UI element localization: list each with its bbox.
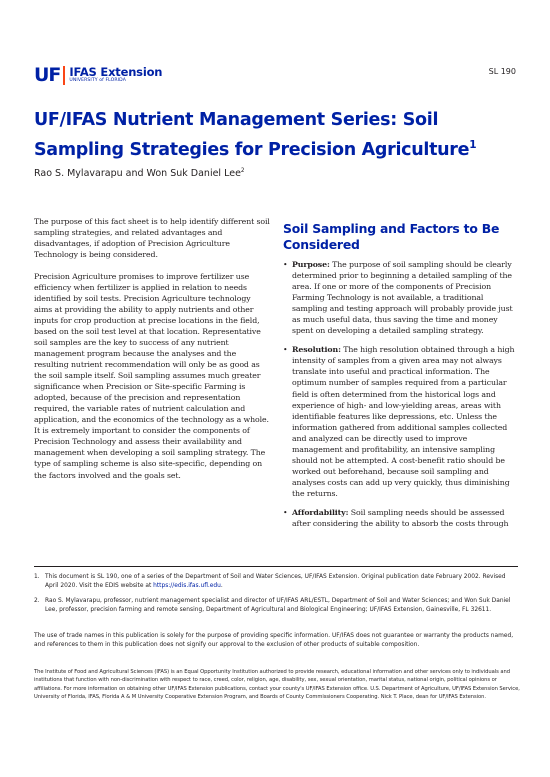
footnote-tail: . <box>220 583 223 589</box>
logo-uf-mark: UF <box>34 64 61 86</box>
right-column <box>283 221 518 537</box>
left-column <box>34 216 270 491</box>
logo-divider <box>63 66 65 85</box>
authors-footnote-ref[interactable]: 2 <box>240 168 245 174</box>
footnote-2 <box>34 597 518 615</box>
footnotes <box>34 573 518 621</box>
footnote-number: 2. <box>34 598 40 604</box>
bullet-text: The high resolution obtained through a high intensity of samples from a given area may not always translate into useful and practical information. The optimum number of samples required from a particular field is often determined from the historical logs and experience of high- and low-yielding areas, areas with identifiable features like depressions, etc. Unless the information gathered from additional samples collected and analyzed can be directly used to improve management and profitability, an intensive sampling should not be attempted. A cost-benefit ratio should be worked out beforehand, because soil sampling and analyses costs can add up very quickly, thus diminishing the returns. <box>292 345 515 498</box>
bullet-text: The purpose of soil sampling should be clearly determined prior to beginning a detailed sampling of the area. If one or more of the components of Precision Farming Technology is not available, a traditional sampling and testing approach will probably provide just as much useful data, thus saving the time and money spent on developing a detailed sampling strategy. <box>292 260 513 336</box>
bullet-glyph: • <box>283 345 288 355</box>
authors-text: Rao S. Mylavarapu and Won Suk Daniel Lee <box>34 168 241 180</box>
intro-paragraph: The purpose of this fact sheet is to help identify different soil sampling strategies, and related advantages and disadvantages, if adoption of Precision Agriculture Technology is being considered. <box>34 217 270 260</box>
title-footnote-ref[interactable]: 1 <box>469 139 477 151</box>
document-id: SL 190 <box>488 67 516 76</box>
bullet-glyph: • <box>283 507 288 517</box>
bullet-term: Purpose: <box>292 260 330 269</box>
footnote-1 <box>34 573 518 591</box>
logo-university: UNIVERSITY of FLORIDA <box>69 78 126 83</box>
footnote-text <box>45 573 518 591</box>
authors <box>34 168 245 179</box>
list-item-resolution <box>283 344 518 499</box>
footnote-divider <box>34 566 518 567</box>
bullet-term: Affordability: <box>292 507 349 517</box>
title-text: UF/IFAS Nutrient Management Series: Soil Sampling Strategies for Precision Agriculture <box>34 110 470 160</box>
bullet-glyph: • <box>283 260 288 269</box>
factor-list <box>283 259 518 529</box>
section-heading: Soil Sampling and Factors to Be Considered <box>283 221 500 252</box>
bullet-text: Soil sampling needs should be assessed after considering the ability to absorb the costs through <box>292 507 509 529</box>
list-item-purpose <box>283 259 518 336</box>
footnote-number: 1. <box>34 574 40 580</box>
equal-opportunity-notice: The Institute of Food and Agricultural Sciences (IFAS) is an Equal Opportunity Institution authorized to provide research, educational information and other services only to individuals and institutions that function with non-discrimination with respect to race, creed, color, religion, age, disability, sex, sexual orientation, marital status, national origin, political opinions or affiliations. For more information on obtaining other UF/IFAS Extension publications, contact your county's UF/IFAS Extension office. U.S. Department of Agriculture, UF/IFAS Extension Service, University of Florida, IFAS, Florida A & M University Cooperative Extension Program, and Boards of County Commissioners Cooperating. Nick T. Place, dean for UF/IFAS Extension. <box>34 669 520 701</box>
trade-names-notice: The use of trade names in this publication is solely for the purpose of providing specific information. UF/IFAS does not guarantee or warranty the products named, and references to them in this publication does not signify our approval to the exclusion of other products of suitable composition. <box>34 633 514 648</box>
list-item-affordability <box>283 507 518 529</box>
page-title <box>34 108 514 163</box>
bullet-term: Resolution: <box>292 345 341 355</box>
footnote-text: Rao S. Mylavarapu, professor, nutrient management specialist and director of UF/IFAS ARL/ESTL, Department of Soil and Water Sciences; and Won Suk Daniel Lee, professor, precision farming and remote sensing, Department of Agricultural and Biological Engineering; UF/IFAS Extension, Gainesville, FL 32611. <box>45 598 511 613</box>
footnote-body: This document is SL 190, one of a series of the Department of Soil and Water Sciences, UF/IFAS Extension. Original publication date February 2002. Revised April 2020. Visit the EDIS website at <box>45 574 506 589</box>
logo-text <box>69 66 162 84</box>
edis-link[interactable]: https://edis.ifas.ufl.edu <box>153 583 221 589</box>
logo-ifas-extension: IFAS Extension <box>69 65 163 79</box>
body-paragraph: Precision Agriculture promises to improve fertilizer use efficiency when fertilizer is applied in relation to needs identified by soil tests. Precision Agriculture technology aims at providing the ability to apply nutrients and other inputs for crop production at precise locations in the field, based on the soil test level at that location. Representative soil samples are the key to success of any nutrient management program because the analyses and the resulting nutrient recommendation will only be as good as the soil sample itself. Soil sampling assumes much greater significance when Precision or Site-specific Farming is adopted, because of the precision and representation required, the variable rates of nutrient calculation and application, and the economics of the technology as a whole. It is extremely important to consider the components of Precision Technology and assess their availability and management when developing a soil sampling strategy. The type of sampling scheme is also site-specific, depending on the factors involved and the goals set. <box>34 271 269 480</box>
uf-ifas-logo <box>34 66 162 85</box>
